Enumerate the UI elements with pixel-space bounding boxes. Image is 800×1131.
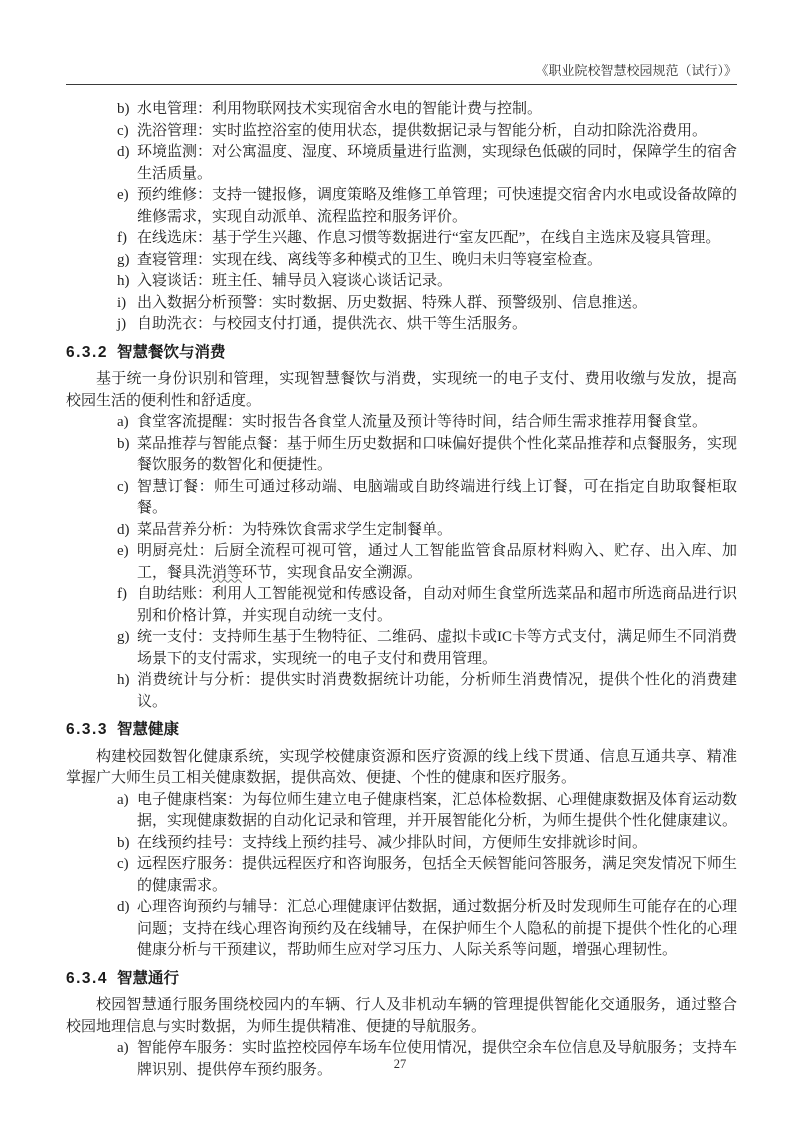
list-item-text: 菜品推荐与智能点餐：基于师生历史数据和口味偏好提供个性化菜品推荐和点餐服务，实现餐饮服务的数智化和便捷性。 bbox=[137, 435, 738, 473]
list-item bbox=[66, 228, 737, 250]
list-item bbox=[66, 142, 737, 185]
page-header bbox=[66, 62, 737, 85]
page-number: 27 bbox=[393, 1057, 407, 1071]
list-item bbox=[66, 833, 737, 855]
list-item-text: 统一支付：支持师生基于生物特征、二维码、虚拟卡或IC卡等方式支付，满足师生不同消费场景下的支付需求，实现统一的电子支付和费用管理。 bbox=[137, 629, 738, 667]
list-item-marker: i) bbox=[117, 294, 127, 311]
page-footer bbox=[0, 1056, 800, 1072]
list-item-text bbox=[137, 543, 737, 581]
list-item bbox=[66, 250, 737, 272]
list-item-marker: e) bbox=[117, 543, 129, 559]
section-intro-634: 校园智慧通行服务围绕校园内的车辆、行人及非机动车辆的管理提供智能化交通服务，通过整合校园地理信息与实时数据，为师生提供精准、便捷的导航服务。 bbox=[66, 997, 737, 1035]
list-item bbox=[66, 99, 737, 121]
list-item-text: 环境监测：对公寓温度、湿度、环境质量进行监测，实现绿色低碳的同时，保障学生的宿舍生活质量。 bbox=[137, 144, 738, 182]
list-item-text: 洗浴管理：实时监控浴室的使用状态，提供数据记录与智能分析，自动扣除洗浴费用。 bbox=[137, 122, 708, 139]
list-item-marker: a) bbox=[117, 791, 129, 808]
list-item-text: 智能停车服务：实时监控校园停车场车位使用情况，提供空余车位信息及导航服务；支持车牌识别、提供停车预约服务。 bbox=[137, 1040, 738, 1078]
list-item bbox=[66, 121, 737, 143]
list-item bbox=[66, 541, 737, 584]
list-item-text: 入寝谈话：班主任、辅导员入寝谈心谈话记录。 bbox=[137, 273, 453, 289]
list-item-text-segment: 环节，实现食品安全溯源。 bbox=[242, 564, 423, 581]
list-item-text: 自助结账：利用人工智能视觉和传感设备，自动对师生食堂所选菜品和超市所选商品进行识别和价格计算，并实现自动统一支付。 bbox=[137, 586, 738, 624]
list-item bbox=[66, 412, 737, 434]
list-item bbox=[66, 584, 737, 627]
list-item-marker: f) bbox=[117, 230, 127, 246]
list-item-marker: e) bbox=[117, 187, 129, 203]
list-item-marker: c) bbox=[117, 122, 129, 139]
list-item-text: 自助洗衣：与校园支付打通，提供洗衣、烘干等生活服务。 bbox=[137, 316, 528, 332]
list-item bbox=[66, 520, 737, 542]
list-item bbox=[66, 314, 737, 336]
list-item bbox=[66, 897, 737, 962]
section-number: 6.3.3 bbox=[66, 721, 108, 738]
list-item bbox=[66, 670, 737, 713]
list-item-text: 查寝管理：实现在线、离线等多种模式的卫生、晚归未归等寝室检查。 bbox=[137, 251, 603, 268]
list-item bbox=[66, 790, 737, 833]
list-item-marker: a) bbox=[117, 414, 129, 430]
section-title: 智慧通行 bbox=[116, 969, 179, 987]
section-number: 6.3.2 bbox=[66, 343, 108, 361]
wavy-underlined-text: 消等 bbox=[212, 564, 243, 581]
section-number: 6.3.4 bbox=[66, 969, 108, 987]
list-item-text: 智慧订餐：师生可通过移动端、电脑端或自助终端进行线上订餐，可在指定自助取餐柜取餐。 bbox=[137, 478, 737, 516]
section-title: 智慧餐饮与消费 bbox=[116, 343, 226, 361]
section-heading-634 bbox=[66, 968, 737, 990]
list-item-marker: c) bbox=[117, 478, 129, 495]
list-item-marker: d) bbox=[117, 899, 130, 915]
list-item-text: 菜品营养分析：为特殊饮食需求学生定制餐单。 bbox=[137, 521, 453, 538]
section-intro-632: 基于统一身份识别和管理，实现智慧餐饮与消费，实现统一的电子支付、费用收缴与发放，提高校园生活的便利性和舒适度。 bbox=[66, 371, 737, 409]
list-item-marker: j) bbox=[117, 316, 127, 332]
list-item-text-segment: 明厨亮灶：后厨全流程可视可管，通过人工智能监管食品原材料购入、贮存、出入库、加工，餐具洗 bbox=[137, 543, 737, 581]
list-item-marker: d) bbox=[117, 521, 130, 538]
list-item-text: 水电管理：利用物联网技术实现宿舍水电的智能计费与控制。 bbox=[137, 101, 543, 117]
section-heading-633 bbox=[66, 719, 737, 741]
list-item bbox=[66, 434, 737, 477]
list-item bbox=[66, 477, 737, 520]
list-item-text: 远程医疗服务：提供远程医疗和咨询服务，包括全天候智能问答服务，满足突发情况下师生的健康需求。 bbox=[137, 856, 738, 894]
list-item bbox=[66, 854, 737, 897]
document-content bbox=[66, 99, 737, 1081]
list-item-marker: a) bbox=[117, 1040, 129, 1056]
section-title: 智慧健康 bbox=[116, 721, 179, 738]
list-item-text: 电子健康档案：为每位师生建立电子健康档案，汇总体检数据、心理健康数据及体育运动数据，实现健康数据的自动化记录和管理，并开展智能化分析，为师生提供个性化健康建议。 bbox=[137, 791, 738, 829]
list-item-marker: d) bbox=[117, 144, 130, 160]
list-item-marker: b) bbox=[117, 435, 130, 452]
list-item-marker: f) bbox=[117, 586, 127, 602]
list-item-text: 在线选床：基于学生兴趣、作息习惯等数据进行“室友匹配”，在线自主选床及寝具管理。 bbox=[137, 230, 721, 246]
section-intro-633: 构建校园数智化健康系统，实现学校健康资源和医疗资源的线上线下贯通、信息互通共享、精准掌握广大师生员工相关健康数据，提供高效、便捷、个性的健康和医疗服务。 bbox=[66, 748, 737, 786]
section-heading-632 bbox=[66, 342, 737, 364]
list-item-marker: h) bbox=[117, 273, 130, 289]
list-item-marker: g) bbox=[117, 251, 130, 268]
list-item-marker: c) bbox=[117, 856, 129, 872]
list-item-marker: b) bbox=[117, 834, 130, 851]
list-item-text: 预约维修：支持一键报修，调度策略及维修工单管理；可快速提交宿舍内水电或设备故障的维修需求，实现自动派单、流程监控和服务评价。 bbox=[137, 187, 738, 225]
list-item-marker: g) bbox=[117, 629, 130, 645]
list-item bbox=[66, 271, 737, 293]
list-item-text: 在线预约挂号：支持线上预约挂号、减少排队时间，方便师生安排就诊时间。 bbox=[137, 834, 648, 851]
list-item-text: 出入数据分析预警：实时数据、历史数据、特殊人群、预警级别、信息推送。 bbox=[137, 294, 648, 311]
list-item-marker: b) bbox=[117, 101, 130, 117]
list-item bbox=[66, 185, 737, 228]
list-item-text: 消费统计与分析：提供实时消费数据统计功能，分析师生消费情况，提供个性化的消费建议。 bbox=[137, 672, 737, 710]
list-item bbox=[66, 293, 737, 315]
header-title: 《职业院校智慧校园规范（试行）》 bbox=[535, 63, 737, 78]
list-item bbox=[66, 627, 737, 670]
list-item-marker: h) bbox=[117, 672, 130, 688]
list-item-text: 食堂客流提醒：实时报告各食堂人流量及预计等待时间，结合师生需求推荐用餐食堂。 bbox=[137, 414, 708, 430]
list-item-text: 心理咨询预约与辅导：汇总心理健康评估数据，通过数据分析及时发现师生可能存在的心理问题；支持在线心理咨询预约及在线辅导，在保护师生个人隐私的前提下提供个性化的心理健康分析与干预建议，帮助师生应对学习压力、人际关系等问题，增强心理韧性。 bbox=[137, 899, 738, 958]
